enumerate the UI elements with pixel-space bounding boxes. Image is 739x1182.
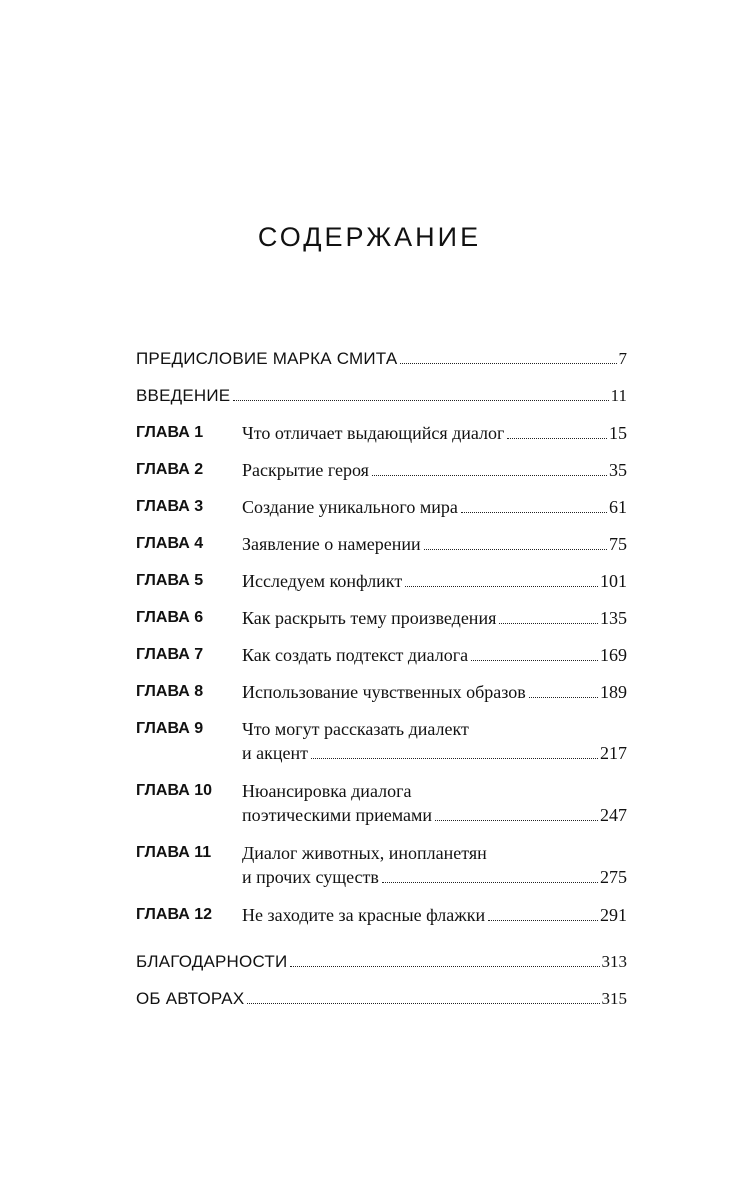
page-title: СОДЕРЖАНИЕ	[257, 222, 482, 252]
chapter-label: ГЛАВА 8	[136, 683, 204, 700]
chapter-title: Использование чувственных образов	[242, 682, 526, 702]
chapter-page: 217	[600, 743, 627, 763]
chapter-page: 75	[609, 534, 627, 554]
chapter-label: ГЛАВА 10	[136, 782, 213, 799]
toc-leader-dots	[290, 966, 599, 967]
chapter-title-line2: поэтическими приемами	[242, 805, 432, 825]
chapter-title: Не заходите за красные флажки	[242, 905, 486, 925]
chapter-page: 169	[600, 645, 627, 665]
chapter-page: 101	[600, 571, 627, 591]
chapter-label: ГЛАВА 6	[136, 609, 204, 626]
chapter-title: Что отличает выдающийся диалог	[242, 423, 505, 443]
toc-entry-chapter-10[interactable]	[136, 779, 627, 827]
chapter-label: ГЛАВА 2	[136, 461, 204, 478]
toc-entry-label: ОБ АВТОРАХ	[136, 989, 245, 1008]
toc-entry-chapter-4[interactable]	[136, 532, 627, 556]
chapter-page: 247	[600, 805, 627, 825]
toc-entry-label: ПРЕДИСЛОВИЕ МАРКА СМИТА	[136, 349, 398, 368]
chapter-page: 189	[600, 682, 627, 702]
chapter-title: Заявление о намерении	[242, 534, 421, 554]
toc-entry-introduction[interactable]	[136, 384, 627, 408]
chapter-title-line2: и акцент	[242, 743, 308, 763]
chapter-title: Раскрытие героя	[242, 460, 369, 480]
chapter-page: 291	[600, 905, 627, 925]
chapter-title: Создание уникального мира	[242, 497, 458, 517]
toc-leader-dots	[435, 820, 598, 821]
toc-entry-acknowledgements[interactable]	[136, 950, 627, 974]
chapter-page: 275	[600, 867, 627, 887]
chapter-label: ГЛАВА 4	[136, 535, 204, 552]
toc-leader-dots	[382, 882, 598, 883]
toc-entry-page: 315	[601, 989, 627, 1008]
chapter-label: ГЛАВА 9	[136, 720, 204, 737]
chapter-title-line2: и прочих существ	[242, 867, 379, 887]
toc-entry-page: 11	[610, 386, 627, 405]
toc-leader-dots	[499, 623, 598, 624]
table-of-contents	[136, 347, 627, 1011]
toc-entry-chapter-6[interactable]	[136, 606, 627, 630]
chapter-title: Исследуем конфликт	[242, 571, 403, 591]
toc-entry-about-authors[interactable]	[136, 987, 627, 1011]
toc-leader-dots	[488, 920, 598, 921]
toc-leader-dots	[233, 400, 608, 401]
toc-leader-dots	[400, 363, 616, 364]
toc-entry-chapter-7[interactable]	[136, 643, 627, 667]
chapter-title-line1: Что могут рассказать диалект	[242, 719, 469, 739]
toc-entry-page: 313	[601, 952, 627, 971]
toc-entry-chapter-5[interactable]	[136, 569, 627, 593]
toc-leader-dots	[247, 1003, 599, 1004]
chapter-title: Как создать подтекст диалога	[242, 645, 469, 665]
chapter-label: ГЛАВА 12	[136, 906, 213, 923]
toc-entry-chapter-1[interactable]	[136, 421, 627, 445]
chapter-label: ГЛАВА 7	[136, 646, 204, 663]
chapter-page: 135	[600, 608, 627, 628]
toc-entry-foreword[interactable]	[136, 347, 627, 371]
toc-entry-chapter-12[interactable]	[136, 903, 627, 927]
toc-leader-dots	[529, 697, 598, 698]
toc-leader-dots	[405, 586, 598, 587]
chapter-label: ГЛАВА 11	[136, 844, 212, 861]
toc-entry-chapter-3[interactable]	[136, 495, 627, 519]
chapter-page: 15	[609, 423, 627, 443]
toc-entry-chapter-11[interactable]	[136, 841, 627, 889]
chapter-label: ГЛАВА 3	[136, 498, 204, 515]
chapter-label: ГЛАВА 5	[136, 572, 204, 589]
chapter-page: 61	[609, 497, 627, 517]
toc-leader-dots	[372, 475, 607, 476]
toc-leader-dots	[471, 660, 598, 661]
chapter-page: 35	[609, 460, 627, 480]
toc-entry-chapter-8[interactable]	[136, 680, 627, 704]
toc-leader-dots	[507, 438, 607, 439]
chapter-title-line1: Нюансировка диалога	[242, 781, 412, 801]
toc-entry-page: 7	[618, 349, 627, 368]
toc-entry-chapter-9[interactable]	[136, 717, 627, 765]
toc-leader-dots	[311, 758, 598, 759]
toc-entry-label: БЛАГОДАРНОСТИ	[136, 952, 288, 971]
toc-leader-dots	[424, 549, 607, 550]
toc-entry-chapter-2[interactable]	[136, 458, 627, 482]
chapter-title-line1: Диалог животных, инопланетян	[242, 843, 487, 863]
toc-entry-label: ВВЕДЕНИЕ	[136, 386, 231, 405]
chapter-title: Как раскрыть тему произведения	[242, 608, 497, 628]
chapter-label: ГЛАВА 1	[136, 424, 204, 441]
toc-leader-dots	[461, 512, 607, 513]
